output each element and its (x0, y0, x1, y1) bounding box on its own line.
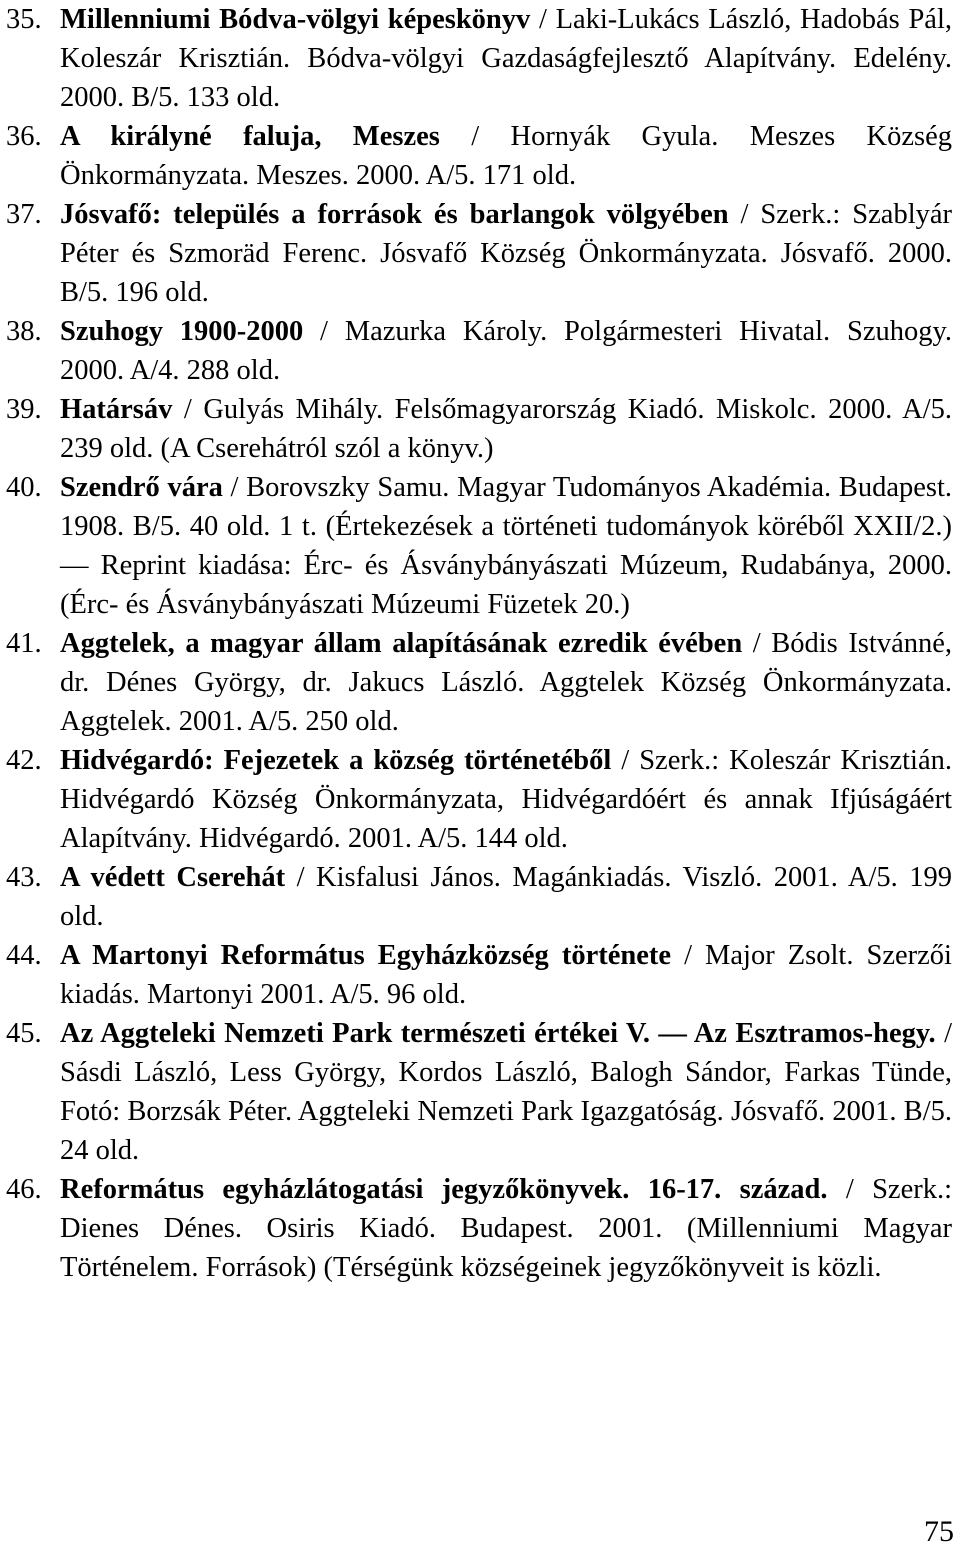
page-number: 75 (924, 1515, 954, 1548)
entry-number: 42. (6, 745, 42, 776)
bibliography-entry-41 (6, 624, 952, 741)
entry-number: 40. (6, 472, 42, 503)
bibliography-entry-37 (6, 195, 952, 312)
entry-text (60, 741, 952, 858)
entry-number: 38. (6, 316, 42, 347)
entry-text (60, 195, 952, 312)
entry-title: Szendrő vára (60, 472, 223, 503)
entry-details: / Major Zsolt. Szerzői kiadás. Martonyi 2001. A/5. 96 old. (60, 940, 952, 1010)
entry-details: / Mazurka Károly. Polgármesteri Hivatal. Szuhogy. 2000. A/4. 288 old. (60, 316, 952, 386)
entry-text (60, 624, 952, 741)
entry-details: / Szerk.: Dienes Dénes. Osiris Kiadó. Budapest. 2001. (Millenniumi Magyar Történelem. Források) (Térségünk községeinek jegyzőkönyveit is közli. (60, 1174, 952, 1283)
entry-number: 45. (6, 1018, 42, 1049)
entry-title: Aggtelek, a magyar állam alapításának ezredik évében (60, 628, 743, 659)
entry-number: 35. (6, 4, 42, 35)
bibliography-entry-36 (6, 117, 952, 195)
entry-title: Református egyházlátogatási jegyzőkönyvek. 16-17. század. (60, 1174, 828, 1205)
bibliography-entry-38 (6, 312, 952, 390)
entry-text (60, 312, 952, 390)
entry-number: 39. (6, 394, 42, 425)
entry-text (60, 936, 952, 1014)
entry-title: Határsáv (60, 394, 173, 425)
entry-title: A védett Cserehát (60, 862, 286, 893)
bibliography-list (6, 0, 952, 1287)
entry-number: 41. (6, 628, 42, 659)
entry-title: A Martonyi Református Egyházközség története (60, 940, 672, 971)
entry-title: Millenniumi Bódva-völgyi képeskönyv (60, 4, 531, 35)
entry-details: / Szerk.: Szablyár Péter és Szmoräd Ferenc. Jósvafő Község Önkormányzata. Jósvafő. 2000. B/5. 196 old. (60, 199, 952, 308)
bibliography-entry-43 (6, 858, 952, 936)
bibliography-entry-42 (6, 741, 952, 858)
entry-number: 37. (6, 199, 42, 230)
entry-text (60, 390, 952, 468)
entry-title: Szuhogy 1900-2000 (60, 316, 304, 347)
entry-details: / Szerk.: Koleszár Krisztián. Hidvégardó Község Önkormányzata, Hidvégardóért és annak Ifjúságáért Alapítvány. Hidvégardó. 2001. A/5. 144 old. (60, 745, 952, 854)
entry-text (60, 0, 952, 117)
entry-number: 36. (6, 121, 42, 152)
bibliography-entry-46 (6, 1170, 952, 1287)
bibliography-entry-45 (6, 1014, 952, 1170)
entry-details: / Laki-Lukács László, Hadobás Pál, Koleszár Krisztián. Bódva-völgyi Gazdaságfejlesztő Alapítvány. Edelény. 2000. B/5. 133 old. (60, 4, 952, 113)
entry-details: / Gulyás Mihály. Felsőmagyarország Kiadó. Miskolc. 2000. A/5. 239 old. (A Cserehátról szól a könyv.) (60, 394, 952, 464)
entry-details: / Borovszky Samu. Magyar Tudományos Akadémia. Budapest. 1908. B/5. 40 old. 1 t. (Értekezések a történeti tudományok köréből XXII/2.) — Reprint kiadása: Érc- és Ásványbányászati Múzeum, Rudabánya, 2000. (Érc- és Ásványbányászati Múzeumi Füzetek 20.) (60, 472, 953, 620)
entry-details: / Sásdi László, Less György, Kordos László, Balogh Sándor, Farkas Tünde, Fotó: Borzsák Péter. Aggteleki Nemzeti Park Igazgatóság. Jósvafő. 2001. B/5. 24 old. (60, 1018, 952, 1166)
entry-details: / Kisfalusi János. Magánkiadás. Viszló. 2001. A/5. 199 old. (60, 862, 953, 932)
entry-title: Az Aggteleki Nemzeti Park természeti értékei V. — Az Esztramos-hegy. (60, 1018, 936, 1049)
entry-text (60, 1170, 952, 1287)
entry-text (60, 468, 952, 624)
bibliography-entry-39 (6, 390, 952, 468)
entry-details: / Bódis Istvánné, dr. Dénes György, dr. Jakucs László. Aggtelek Község Önkormányzata. Aggtelek. 2001. A/5. 250 old. (60, 628, 952, 737)
entry-number: 43. (6, 862, 42, 893)
entry-text (60, 117, 952, 195)
bibliography-entry-40 (6, 468, 952, 624)
entry-number: 44. (6, 940, 42, 971)
entry-title: A királyné faluja, Meszes (60, 121, 440, 152)
bibliography-entry-35 (6, 0, 952, 117)
bibliography-entry-44 (6, 936, 952, 1014)
entry-text (60, 1014, 952, 1170)
entry-number: 46. (6, 1174, 42, 1205)
entry-text (60, 858, 952, 936)
entry-details: / Hornyák Gyula. Meszes Község Önkormányzata. Meszes. 2000. A/5. 171 old. (60, 121, 952, 191)
entry-title: Jósvafő: település a források és barlangok völgyében (60, 199, 729, 230)
entry-title: Hidvégardó: Fejezetek a község történetéből (60, 745, 612, 776)
